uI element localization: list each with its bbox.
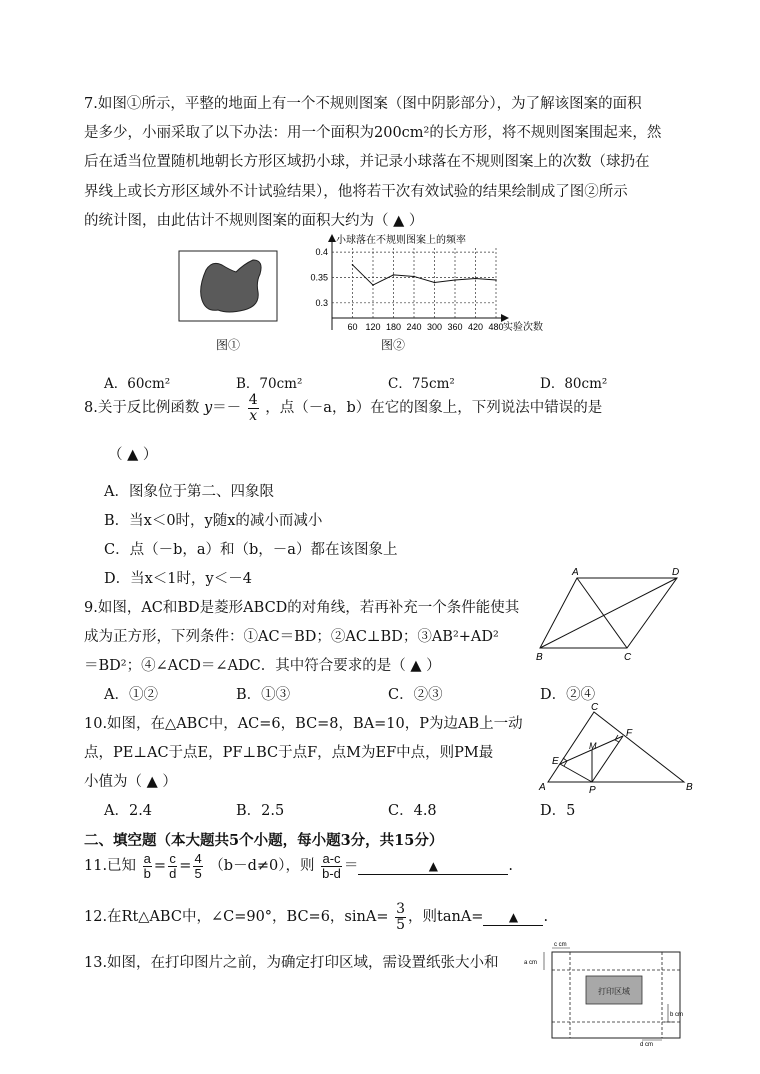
chart-data-point — [454, 279, 456, 281]
q11-stem: 11.已知 $\frac{a}{b}$ = $\frac{c}{d}$ = $\frac{4}{5}$ （b－d≠0），则 $\frac{a-c}{b-d}$ ＝ ▲ . — [84, 851, 514, 881]
q7-option-d: D．80cm² — [540, 376, 608, 392]
chart-x-tick-label: 180 — [385, 322, 402, 332]
q7-option-a: A．60cm² — [104, 376, 171, 392]
q7-line-3: 后在适当位置随机地朝长方形区域扔小球，并记录小球落在不规则图案上的次数（球扔在 — [84, 154, 650, 170]
section-2-heading: 二、填空题（本大题共5个小题，每小题3分，共15分） — [84, 832, 444, 849]
q7-option-b: B．70cm² — [236, 376, 303, 392]
q9-figure-rhombus — [532, 564, 692, 666]
chart-y-tick-label: 0.3 — [315, 297, 328, 308]
chart-x-tick-label: 360 — [447, 322, 463, 332]
q8-option-a: A．图象位于第二、四象限 — [104, 484, 274, 500]
q7-line-4: 界线上或长方形区域外不计试验结果），他将若干次有效试验的结果绘制成了图②所示 — [84, 184, 628, 200]
chart-x-tick-label: 240 — [406, 322, 422, 332]
chart-x-tick-label: 420 — [467, 322, 484, 332]
chart-x-tick-label: 120 — [365, 322, 381, 332]
q10-figure-triangle — [534, 702, 700, 798]
q10-option-a: A．2.4 — [104, 803, 153, 819]
chart-xlabel: 实验次数 — [503, 322, 543, 333]
chart-data-point — [495, 279, 497, 281]
chart-data-point — [413, 276, 415, 278]
q10-line-3: 小值为（ ▲ ） — [84, 774, 177, 790]
q10-option-d: D．5 — [540, 803, 576, 819]
q7-fig1-caption: 图① — [216, 338, 241, 352]
q7-chart — [305, 232, 565, 344]
q11-answer-blank: ▲ — [358, 858, 508, 875]
q8-option-c: C．点（－b，a）和（b，－a）都在该图象上 — [104, 542, 398, 558]
q12-stem: 12.在Rt△ABC中，∠C=90°，BC=6，sinA= $\frac{3}{5}$ ，则tanA= ▲ . — [84, 901, 549, 933]
q9-line-2: 成为正方形，下列条件：①AC＝BD；②AC⊥BD；③AB²+AD² — [84, 629, 499, 645]
q7-figure-1 — [178, 250, 278, 326]
q13-figure-print-area — [524, 936, 700, 1054]
chart-data-point — [372, 284, 374, 286]
fig-label-d: d cm — [640, 1042, 654, 1048]
q9-option-c: C．②③ — [388, 687, 443, 703]
q9-option-d: D．②④ — [540, 687, 596, 703]
q7-line-2: 是多少，小丽采取了以下办法：用一个面积为200cm²的长方形，将不规则图案围起来，然 — [84, 125, 662, 141]
chart-x-tick-label: 300 — [426, 322, 443, 332]
rhombus-label-d: D — [672, 567, 680, 578]
chart-y-arrow — [328, 234, 336, 242]
triangle-label-a: A — [539, 782, 546, 793]
chart-y-tick-label: 0.4 — [315, 247, 328, 258]
triangle-label-f: F — [626, 728, 633, 739]
chart-data-point — [434, 282, 436, 284]
print-area-label: 打印区域 — [598, 987, 630, 996]
triangle-label-c: C — [591, 702, 599, 713]
chart-y-tick-label: 0.35 — [310, 272, 328, 283]
q7-fig2-caption: 图② — [381, 338, 406, 352]
q8-paren: （ ▲ ） — [108, 447, 158, 463]
q10-line-1: 10.如图，在△ABC中，AC=6，BC=8，BA=10，P为边AB上一动 — [84, 716, 523, 732]
q13-stem: 13.如图，在打印图片之前，为确定打印区域，需设置纸张大小和 — [84, 955, 499, 971]
q8-option-d: D．当x＜1时，y＜－4 — [104, 571, 252, 587]
chart-x-arrow — [501, 314, 509, 322]
q9-option-b: B．①③ — [236, 687, 291, 703]
q9-line-1: 9.如图，AC和BD是菱形ABCD的对角线，若再补充一个条件能使其 — [84, 600, 520, 616]
q9-option-a: A．①② — [104, 687, 158, 703]
chart-data-point — [393, 274, 395, 276]
q10-option-b: B．2.5 — [236, 803, 285, 819]
fig-label-a: a cm — [524, 960, 538, 966]
q8-stem: 8.关于反比例函数 y＝－ $\frac{4}{x}$ ，点（－a，b）在它的图象上，下列说法中错误的是 — [84, 392, 603, 424]
chart-x-tick-label: 60 — [347, 322, 358, 332]
chart-data-point — [475, 278, 477, 280]
q10-option-c: C．4.8 — [388, 803, 437, 819]
q7-option-c: C．75cm² — [388, 376, 455, 392]
chart-series-line — [353, 265, 497, 285]
triangle-label-p: P — [589, 785, 596, 794]
q7-line-5: 的统计图，由此估计不规则图案的面积大约为（ ▲ ） — [84, 213, 424, 229]
triangle-label-b: B — [686, 782, 693, 793]
chart-data-point — [352, 264, 354, 266]
fig-label-c: c cm — [554, 942, 567, 948]
q9-line-3: ＝BD²；④∠ACD＝∠ADC．其中符合要求的是（ ▲ ） — [84, 658, 441, 674]
rhombus-label-a: A — [572, 567, 579, 578]
rhombus-label-c: C — [624, 652, 632, 662]
triangle-label-m: M — [589, 741, 597, 751]
triangle-label-e: E — [552, 756, 559, 767]
fig-label-b: b cm — [670, 1012, 684, 1018]
q12-answer-blank: ▲ — [483, 909, 543, 926]
q10-line-2: 点，PE⊥AC于点E，PF⊥BC于点F，点M为EF中点，则PM最 — [84, 745, 494, 761]
chart-x-tick-label: 480 — [488, 322, 504, 332]
chart-title: 小球落在不规则图案上的频率 — [336, 235, 466, 246]
rhombus-label-b: B — [536, 652, 543, 662]
q8-option-b: B．当x＜0时，y随x的减小而减小 — [104, 513, 323, 529]
q7-line-1: 7.如图①所示，平整的地面上有一个不规则图案（图中阴影部分），为了解该图案的面积 — [84, 96, 642, 112]
